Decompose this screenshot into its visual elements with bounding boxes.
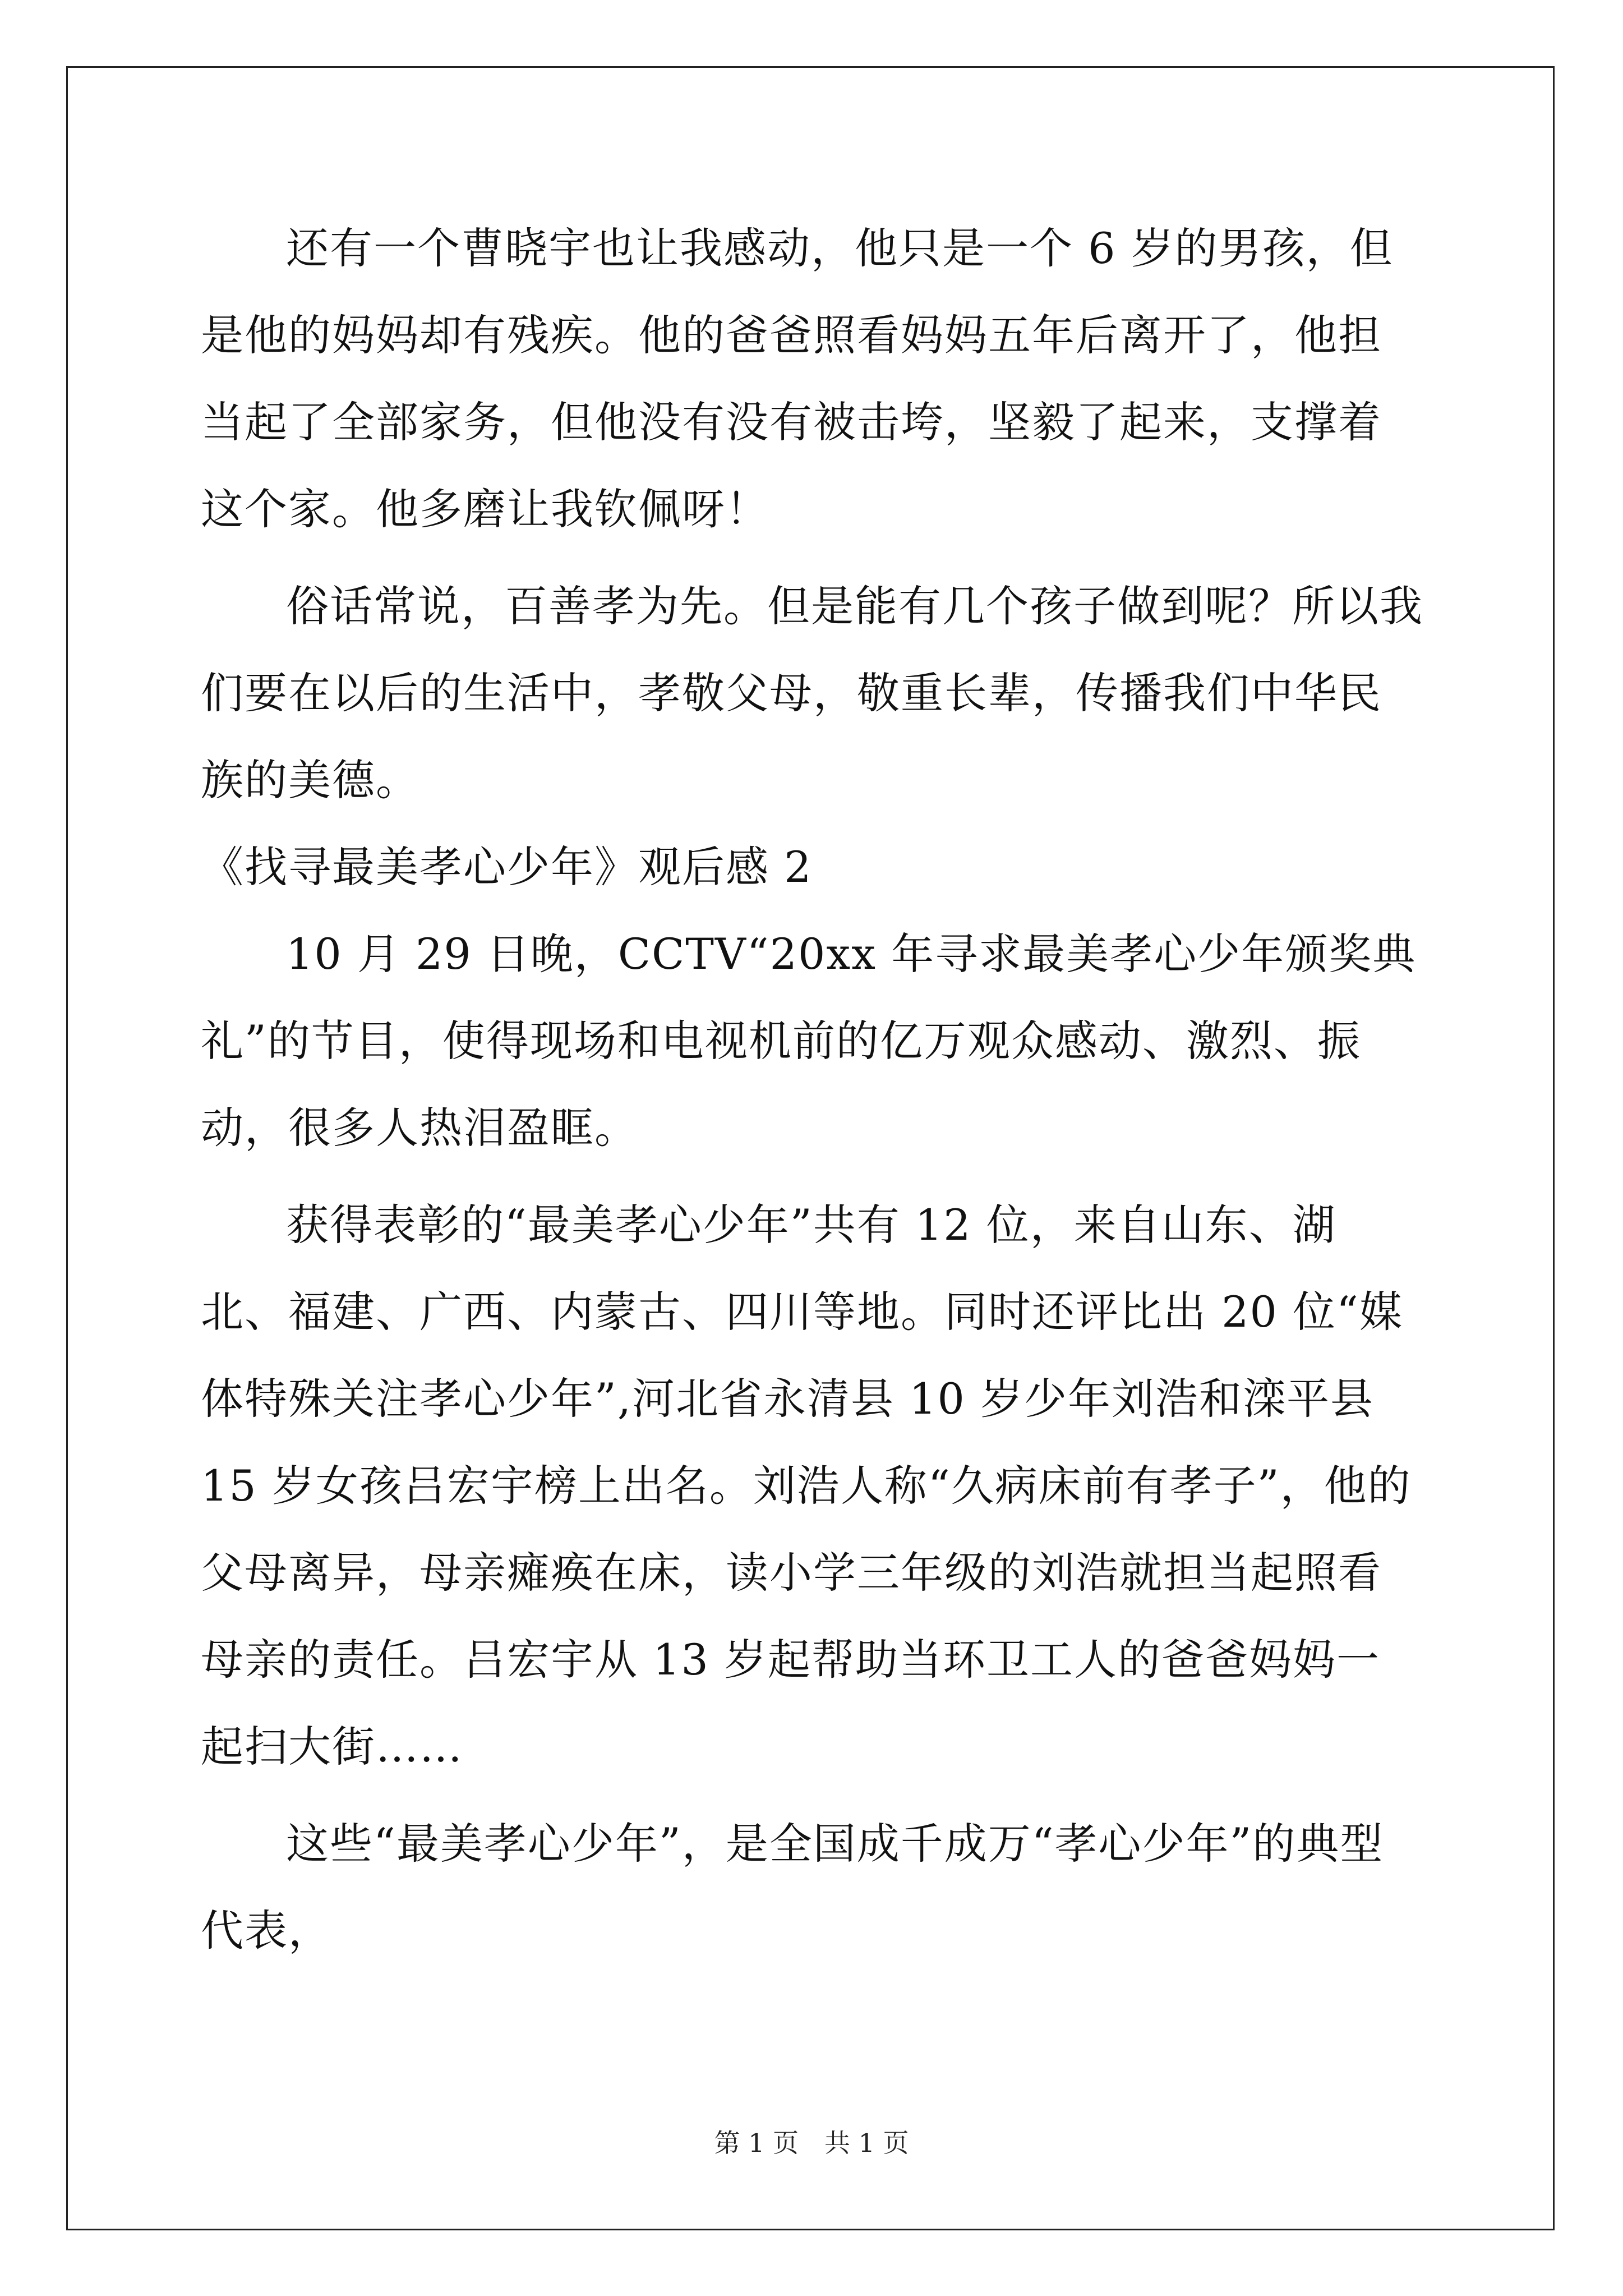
paragraph-1: 还有一个曹晓宇也让我感动，他只是一个 6 岁的男孩，但是他的妈妈却有残疾。他的爸爸照看妈妈五年后离开了，他担当起了全部家务，但他没有没有被击垮，坚毅了起来，支撑着这个家。他多磨让我钦佩呀！ xyxy=(201,223,1394,534)
paragraph-3: 10 月 29 日晚，CCTV“20xx 年寻求最美孝心少年颁奖典礼”的节目，使得现场和电视机前的亿万观众感动、激烈、振动，很多人热泪盈眶。 xyxy=(201,929,1417,1153)
section-title: 《找寻最美孝心少年》观后感 2 xyxy=(201,842,813,892)
paragraph-2: 俗话常说，百善孝为先。但是能有几个孩子做到呢？所以我们要在以后的生活中，孝敬父母，敬重长辈，传播我们中华民族的美德。 xyxy=(201,581,1423,805)
document-body xyxy=(201,205,1423,1974)
page-footer: 第 1 页 共 1 页 xyxy=(714,2128,909,2158)
paragraph-4: 获得表彰的“最美孝心少年”共有 12 位，来自山东、湖北、福建、广西、内蒙古、四川等地。同时还评比出 20 位“媒体特殊关注孝心少年”,河北省永清县 10 岁少年刘浩和滦平县 15 岁女孩吕宏宇榜上出名。刘浩人称“久病床前有孝子”，他的父母离异，母亲瘫痪在床，读小学三年级的刘浩就担当起照看母亲的责任。吕宏宇从 13 岁起帮助当环卫工人的爸爸妈妈一起扫大街…… xyxy=(201,1200,1412,1772)
paragraph-5: 这些“最美孝心少年”，是全国成千成万“孝心少年”的典型代表， xyxy=(201,1819,1384,1955)
